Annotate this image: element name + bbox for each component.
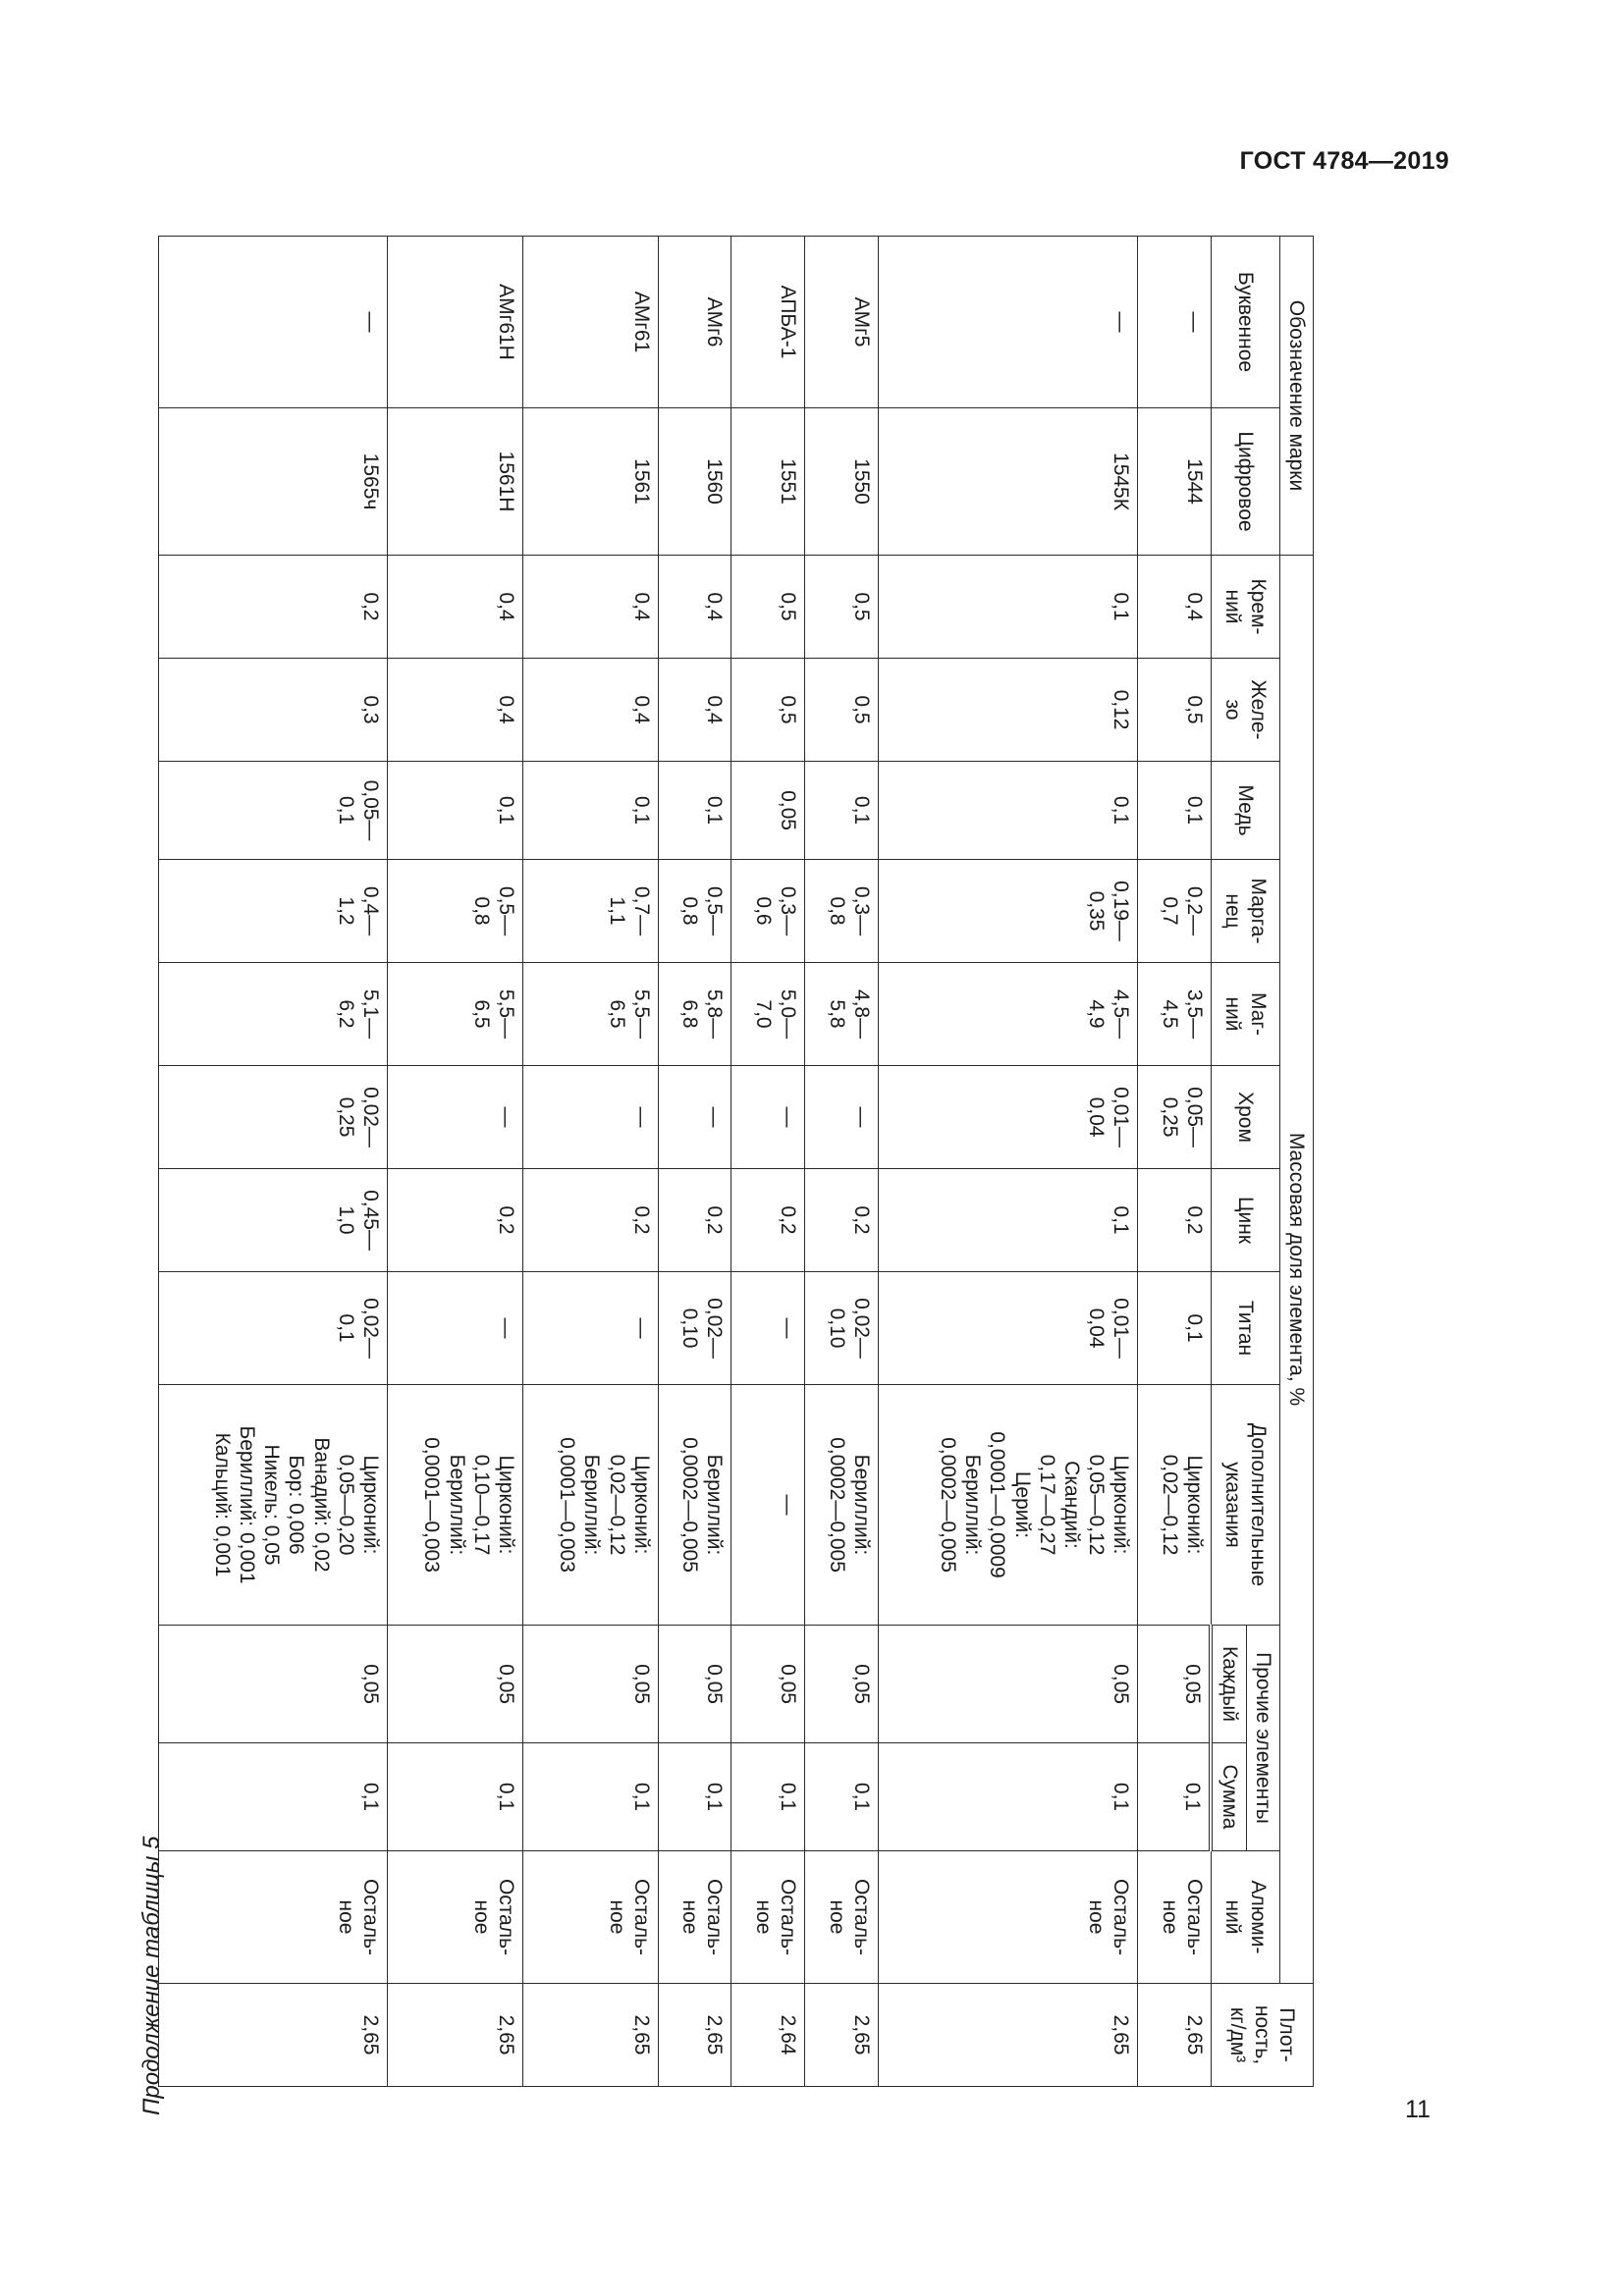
silicon-cell: 0,5	[731, 556, 805, 659]
manganese-cell: 0,2— 0,7	[1138, 860, 1212, 963]
iron-cell: 0,4	[522, 659, 658, 762]
additional-notes-cell: Бериллий: 0,0002—0,005	[805, 1385, 879, 1626]
aluminium-cell: Осталь- ное	[658, 1851, 731, 1984]
additional-notes-cell: Цирконий: 0,02—0,12 Бериллий: 0,0001—0,003	[522, 1385, 658, 1626]
zinc-cell: 0,2	[1138, 1169, 1212, 1272]
density-cell: 2,65	[1138, 1984, 1212, 2087]
digital-header: Цифровое	[1211, 408, 1279, 556]
titanium-cell: —	[522, 1272, 658, 1385]
aluminium-cell: Осталь- ное	[878, 1851, 1138, 1984]
iron-cell: 0,3	[159, 659, 388, 762]
zinc-cell: 0,2	[658, 1169, 731, 1272]
table-row	[878, 237, 1138, 2087]
total-cell: 0,1	[387, 1743, 522, 1851]
magnesium-cell: 5,5— 6,5	[522, 963, 658, 1066]
copper-cell: 0,05	[731, 762, 805, 860]
aluminium-cell: Осталь- ное	[159, 1851, 388, 1984]
magnesium-cell: 4,5— 4,9	[878, 963, 1138, 1066]
chromium-cell: —	[387, 1066, 522, 1169]
aluminium-cell: Осталь- ное	[731, 1851, 805, 1984]
total-cell: 0,1	[878, 1743, 1138, 1851]
silicon-cell: 0,5	[805, 556, 879, 659]
chromium-header: Хром	[1211, 1066, 1279, 1169]
header-row-groups	[1279, 237, 1313, 2087]
group-mass-fraction-header: Массовая доля элемента, %	[1279, 556, 1313, 1984]
additional-notes-header: Дополнительные указания	[1211, 1385, 1279, 1626]
each-cell: 0,05	[1138, 1626, 1212, 1743]
titanium-cell: 0,01— 0,04	[878, 1272, 1138, 1385]
iron-header: Желе- зо	[1211, 659, 1279, 762]
table-row	[1138, 237, 1212, 2087]
chromium-cell: —	[731, 1066, 805, 1169]
density-cell: 2,65	[658, 1984, 731, 2087]
density-cell: 2,65	[522, 1984, 658, 2087]
titanium-cell: —	[387, 1272, 522, 1385]
chromium-cell: 0,01— 0,04	[878, 1066, 1138, 1169]
titanium-cell: —	[731, 1272, 805, 1385]
magnesium-cell: 5,8— 6,8	[658, 963, 731, 1066]
additional-notes-cell: Цирконий: 0,02—0,12	[1138, 1385, 1212, 1626]
iron-cell: 0,5	[1138, 659, 1212, 762]
zinc-cell: 0,1	[878, 1169, 1138, 1272]
density-cell: 2,65	[878, 1984, 1138, 2087]
each-header: Каждый	[1211, 1626, 1246, 1743]
silicon-cell: 0,4	[387, 556, 522, 659]
aluminium-cell: Осталь- ное	[387, 1851, 522, 1984]
titanium-cell: 0,1	[1138, 1272, 1212, 1385]
table-row	[658, 237, 731, 2087]
digital-cell: 1544	[1138, 408, 1212, 556]
silicon-cell: 0,2	[159, 556, 388, 659]
copper-cell: 0,1	[522, 762, 658, 860]
zinc-cell: 0,2	[522, 1169, 658, 1272]
total-cell: 0,1	[159, 1743, 388, 1851]
letter-cell: АМг61	[522, 237, 658, 408]
titanium-cell: 0,02— 0,10	[805, 1272, 879, 1385]
silicon-cell: 0,1	[878, 556, 1138, 659]
aluminium-header: Алюми- ний	[1211, 1851, 1279, 1984]
manganese-cell: 0,7— 1,1	[522, 860, 658, 963]
zinc-cell: 0,2	[731, 1169, 805, 1272]
total-cell: 0,1	[658, 1743, 731, 1851]
aluminium-cell: Осталь- ное	[522, 1851, 658, 1984]
chromium-cell: —	[805, 1066, 879, 1169]
density-cell: 2,65	[805, 1984, 879, 2087]
zinc-cell: 0,2	[387, 1169, 522, 1272]
additional-notes-cell: Цирконий: 0,10—0,17 Бериллий: 0,0001—0,003	[387, 1385, 522, 1626]
letter-cell: —	[1138, 237, 1212, 408]
magnesium-cell: 5,1— 6,2	[159, 963, 388, 1066]
titanium-cell: 0,02— 0,10	[658, 1272, 731, 1385]
magnesium-cell: 5,5— 6,5	[387, 963, 522, 1066]
silicon-cell: 0,4	[1138, 556, 1212, 659]
each-cell: 0,05	[805, 1626, 879, 1743]
density-cell: 2,65	[387, 1984, 522, 2087]
copper-header: Медь	[1211, 762, 1279, 860]
table-row	[387, 237, 522, 2087]
magnesium-cell: 4,8— 5,8	[805, 963, 879, 1066]
manganese-cell: 0,3— 0,6	[731, 860, 805, 963]
additional-notes-cell: Цирконий: 0,05—0,12 Скандий: 0,17—0,27 Церий: 0,0001—0,0009 Бериллий: 0,0002—0,005	[878, 1385, 1138, 1626]
iron-cell: 0,5	[731, 659, 805, 762]
density-cell: 2,65	[159, 1984, 388, 2087]
digital-cell: 1561	[522, 408, 658, 556]
silicon-cell: 0,4	[658, 556, 731, 659]
other-elements-header: Прочие элементы	[1246, 1626, 1279, 1851]
total-cell: 0,1	[522, 1743, 658, 1851]
copper-cell: 0,1	[387, 762, 522, 860]
chromium-cell: 0,05— 0,25	[1138, 1066, 1212, 1169]
table-row	[731, 237, 805, 2087]
density-header: Плот- ность, кг/дм³	[1211, 1984, 1313, 2087]
iron-cell: 0,5	[805, 659, 879, 762]
standard-title: ГОСТ 4784—2019	[1239, 147, 1449, 175]
aluminium-cell: Осталь- ное	[1138, 1851, 1212, 1984]
each-cell: 0,05	[387, 1626, 522, 1743]
total-cell: 0,1	[731, 1743, 805, 1851]
zinc-cell: 0,45— 1,0	[159, 1169, 388, 1272]
each-cell: 0,05	[658, 1626, 731, 1743]
manganese-cell: 0,5— 0,8	[387, 860, 522, 963]
group-designation-header: Обозначение марки	[1279, 237, 1313, 556]
manganese-cell: 0,5— 0,8	[658, 860, 731, 963]
letter-cell: АМг61Н	[387, 237, 522, 408]
additional-notes-cell: Цирконий: 0,05—0,20 Ванадий: 0,02 Бор: 0,006 Никель: 0,05 Бериллий: 0,001 Кальций: 0,001	[159, 1385, 388, 1626]
letter-cell: АПБА-1	[731, 237, 805, 408]
silicon-cell: 0,4	[522, 556, 658, 659]
digital-cell: 1545К	[878, 408, 1138, 556]
iron-cell: 0,12	[878, 659, 1138, 762]
copper-cell: 0,1	[878, 762, 1138, 860]
table-row	[522, 237, 658, 2087]
digital-cell: 1565ч	[159, 408, 388, 556]
each-cell: 0,05	[159, 1626, 388, 1743]
copper-cell: 0,05— 0,1	[159, 762, 388, 860]
letter-header: Буквенное	[1211, 237, 1279, 408]
manganese-cell: 0,19— 0,35	[878, 860, 1138, 963]
magnesium-header: Маг- ний	[1211, 963, 1279, 1066]
table-row	[805, 237, 879, 2087]
digital-cell: 1561Н	[387, 408, 522, 556]
chromium-cell: —	[522, 1066, 658, 1169]
chromium-cell: —	[658, 1066, 731, 1169]
total-cell: 0,1	[805, 1743, 879, 1851]
digital-cell: 1560	[658, 408, 731, 556]
magnesium-cell: 3,5— 4,5	[1138, 963, 1212, 1066]
page-number: 11	[1405, 2096, 1431, 2123]
each-cell: 0,05	[731, 1626, 805, 1743]
letter-cell: —	[878, 237, 1138, 408]
iron-cell: 0,4	[658, 659, 731, 762]
density-cell: 2,64	[731, 1984, 805, 2087]
header-row-elements	[1246, 237, 1279, 2087]
aluminium-cell: Осталь- ное	[805, 1851, 879, 1984]
zinc-cell: 0,2	[805, 1169, 879, 1272]
copper-cell: 0,1	[1138, 762, 1212, 860]
letter-cell: АМг5	[805, 237, 879, 408]
manganese-cell: 0,4— 1,2	[159, 860, 388, 963]
copper-cell: 0,1	[658, 762, 731, 860]
table-rotated-container	[158, 236, 1314, 2086]
additional-notes-cell: Бериллий: 0,0002—0,005	[658, 1385, 731, 1626]
copper-cell: 0,1	[805, 762, 879, 860]
magnesium-cell: 5,0— 7,0	[731, 963, 805, 1066]
total-cell: 0,1	[1138, 1743, 1212, 1851]
table-caption: Продолжение таблицы 5	[138, 1836, 165, 2115]
iron-cell: 0,4	[387, 659, 522, 762]
table-row	[159, 237, 388, 2087]
chromium-cell: 0,02— 0,25	[159, 1066, 388, 1169]
additional-notes-cell: —	[731, 1385, 805, 1626]
digital-cell: 1550	[805, 408, 879, 556]
titanium-cell: 0,02— 0,1	[159, 1272, 388, 1385]
each-cell: 0,05	[878, 1626, 1138, 1743]
letter-cell: —	[159, 237, 388, 408]
manganese-header: Марга- нец	[1211, 860, 1279, 963]
silicon-header: Крем- ний	[1211, 556, 1279, 659]
manganese-cell: 0,3— 0,8	[805, 860, 879, 963]
titanium-header: Титан	[1211, 1272, 1279, 1385]
total-header: Сумма	[1211, 1743, 1246, 1851]
digital-cell: 1551	[731, 408, 805, 556]
letter-cell: АМг6	[658, 237, 731, 408]
zinc-header: Цинк	[1211, 1169, 1279, 1272]
each-cell: 0,05	[522, 1626, 658, 1743]
table-body	[159, 237, 1212, 2087]
composition-table	[158, 236, 1314, 2087]
